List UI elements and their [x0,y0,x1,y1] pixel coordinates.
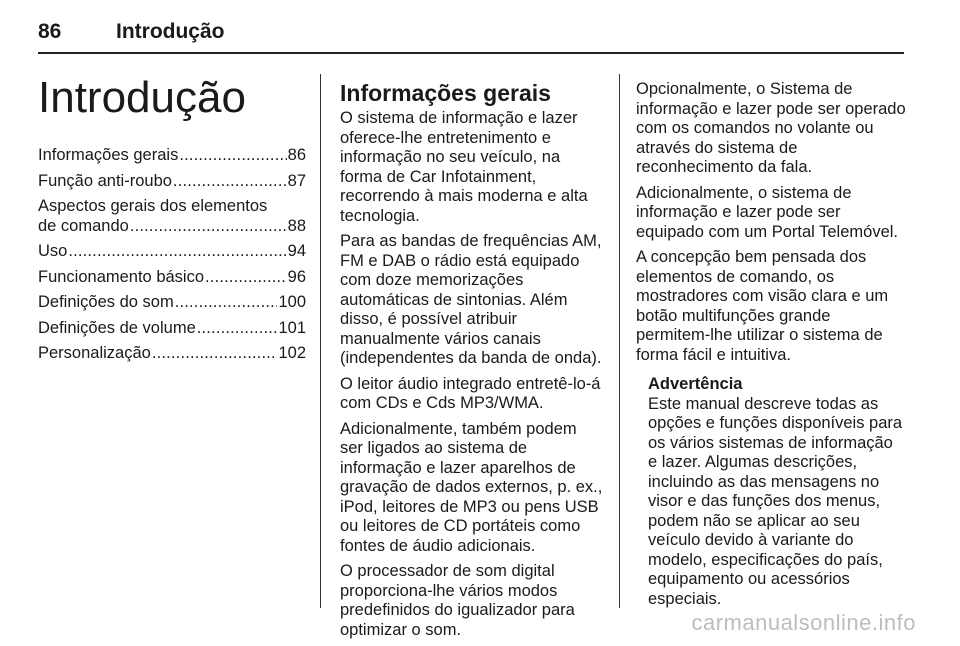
toc-leader-dots [173,172,287,192]
chapter-title: Introdução [38,73,246,122]
column-divider [619,74,620,608]
toc-entry-page: 96 [287,267,306,286]
note-box [636,375,906,609]
note-title: Advertência [648,375,743,393]
middle-column [340,80,604,646]
toc-entry[interactable] [38,172,306,192]
body-paragraph: O leitor áudio integrado entretê-lo-á com CDs e Cds MP3/WMA. [340,374,601,412]
column-divider [320,74,321,608]
toc-entry-title: Personalização [38,344,151,362]
section-title: Informações gerais [340,80,551,106]
body-paragraph: Adicionalmente, o sistema de informação e lazer pode ser equipado com um Portal Telemóvel. [636,183,899,241]
toc-entry-title: Funcionamento básico [38,267,205,286]
toc-entry-title: Aspectos gerais dos elementos [38,197,268,215]
page-number: 86 [38,20,62,43]
body-paragraph: O processador de som digital proporciona-lhe vários modos predefinidos do igualizador para optimizar o som. [340,562,575,639]
toc-entry-title: Função anti-roubo [38,171,172,190]
toc-entry[interactable] [38,197,306,236]
toc-entry-page: 102 [278,344,306,362]
toc-leader-dots [175,293,278,313]
toc-leader-dots [152,344,278,364]
body-paragraph: O sistema de informação e lazer oferece-lhe entretenimento e informação no seu veículo, na forma de Car Infotainment, recorrendo à mais moderna e alta tecnologia. [340,109,588,225]
toc-entry[interactable] [38,268,306,288]
right-column [636,80,906,609]
toc-leader-dots [130,217,287,237]
body-paragraph: Opcionalmente, o Sistema de informação e lazer pode ser operado com os comandos no volante ou através do sistema de reconhecimento da fala. [636,80,906,176]
body-paragraph: A concepção bem pensada dos elementos de comando, os mostradores com visão clara e um botão multifunções grande permitem-lhe utilizar o sistema de forma fácil e intuitiva. [636,248,889,364]
page-header [38,20,904,54]
toc-entry-page: 100 [278,293,306,311]
toc-entry[interactable] [38,146,306,166]
toc-entry[interactable] [38,344,306,364]
table-of-contents [38,146,306,364]
toc-entry-title-continued: de comando [38,216,129,235]
toc-entry-page: 101 [278,318,306,337]
toc-entry-title: Informações gerais [38,146,179,164]
toc-column [38,74,306,370]
note-text: Este manual descreve todas as opções e funções disponíveis para os vários sistemas de informação e lazer. Algumas descrições, incluindo as das mensagens no visor e das funções dos menus, podem não se aplicar ao seu veículo devido à variante do modelo, especificações do país, equipamento ou acessórios especiais. [648,394,903,608]
toc-leader-dots [68,242,286,262]
toc-entry-page: 87 [287,171,306,190]
toc-entry[interactable] [38,319,306,339]
toc-entry-page: 88 [287,216,306,235]
toc-entry-page: 94 [287,242,306,260]
toc-entry[interactable] [38,293,306,313]
toc-leader-dots [205,268,287,288]
toc-entry[interactable] [38,242,306,262]
toc-entry-page: 86 [287,146,306,164]
toc-entry-title: Definições de volume [38,318,196,337]
watermark: carmanualsonline.info [691,610,916,635]
header-title: Introdução [116,20,225,43]
toc-leader-dots [179,146,286,166]
body-paragraph: Para as bandas de frequências AM, FM e DAB o rádio está equipado com doze memorizações automáticas de sintonias. Além disso, é possível atribuir manualmente vários canais (independentes da banda de onda). [340,232,602,367]
body-paragraph: Adicionalmente, também podem ser ligados ao sistema de informação e lazer aparelhos de gravação de dados externos, p. ex., iPod, leitores de MP3 ou pens USB ou leitores de CD portáteis como fontes de áudio adicionais. [340,419,603,555]
toc-entry-title: Definições do som [38,293,174,311]
toc-leader-dots [197,319,278,339]
toc-entry-title: Uso [38,242,68,260]
